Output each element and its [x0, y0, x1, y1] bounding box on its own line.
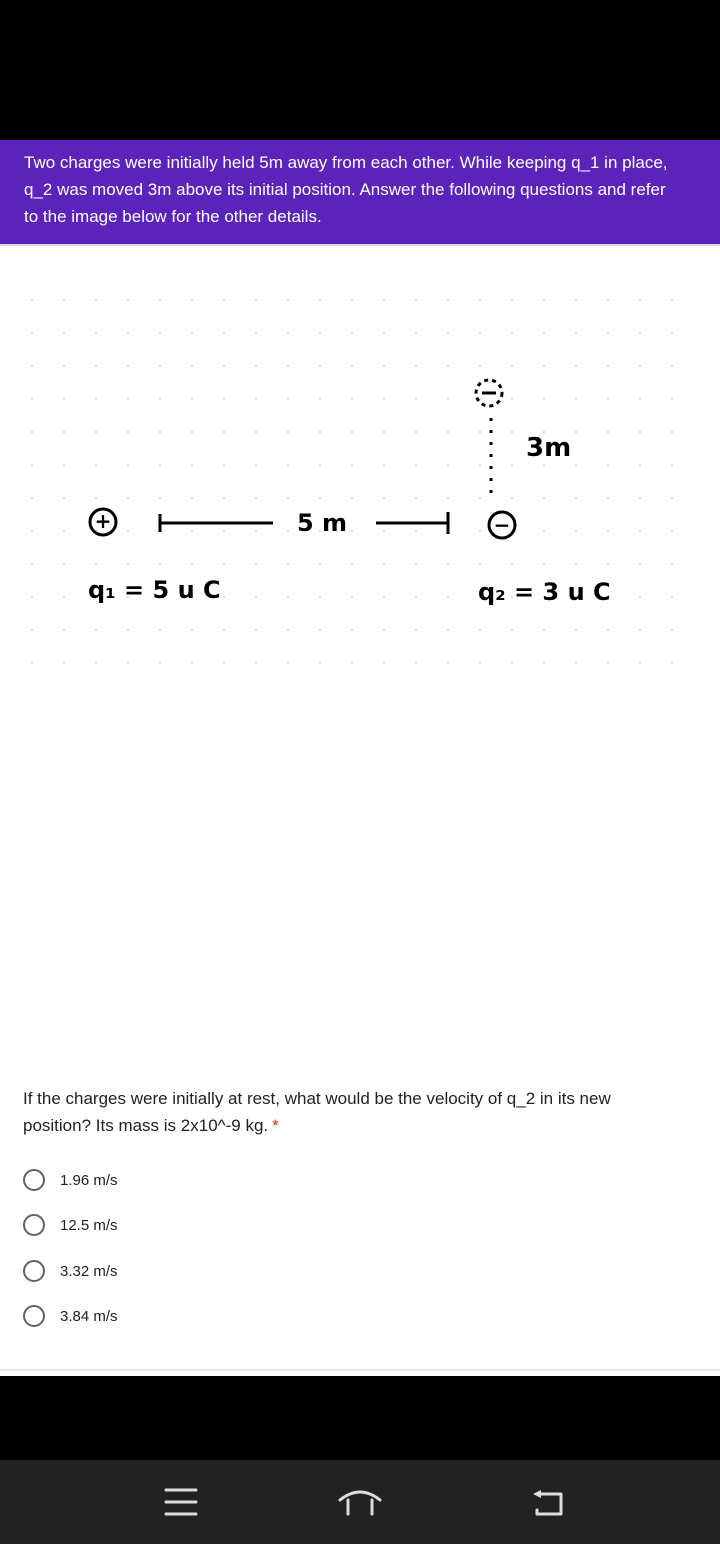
negative-sign: − [493, 513, 511, 537]
negative-charge-q2-moved [476, 380, 502, 406]
black-spacer [0, 1376, 720, 1460]
bottom-divider [0, 1369, 720, 1371]
charges-figure [0, 290, 720, 700]
question-label: If the charges were initially at rest, what would be the velocity of q_2 in its new position? Its mass is 2x10^-9 kg. [23, 1089, 611, 1135]
q2-label: q₂ = 3 u C [478, 578, 611, 606]
section-header [0, 140, 720, 244]
option-1-96[interactable] [23, 1166, 323, 1194]
status-bar [0, 0, 720, 140]
question-text [23, 1085, 643, 1139]
system-nav-bar [0, 1460, 720, 1544]
section-description: Two charges were initially held 5m away from each other. While keeping q_1 in place, q_2 was moved 3m above its initial position. Answer the following questions and refer to the image below for the other details. [24, 153, 668, 226]
q1-label: q₁ = 5 u C [88, 576, 221, 604]
option-label: 3.32 m/s [60, 1262, 118, 1280]
positive-charge-q1 [90, 509, 116, 535]
radio-button[interactable] [23, 1214, 45, 1236]
option-12-5[interactable] [23, 1211, 323, 1239]
negative-charge-q2 [489, 512, 515, 538]
positive-sign: + [94, 509, 112, 533]
back-icon[interactable] [519, 1482, 579, 1522]
header-divider [0, 244, 720, 246]
recent-apps-icon[interactable] [151, 1482, 211, 1522]
option-3-32[interactable] [23, 1257, 323, 1285]
home-icon[interactable] [330, 1482, 390, 1522]
required-mark: * [272, 1116, 279, 1135]
option-3-84[interactable] [23, 1302, 323, 1330]
radio-button[interactable] [23, 1305, 45, 1327]
radio-button[interactable] [23, 1260, 45, 1282]
radio-button[interactable] [23, 1169, 45, 1191]
option-label: 1.96 m/s [60, 1171, 118, 1189]
distance-label: 5 m [296, 509, 348, 537]
dot-grid [31, 299, 673, 664]
height-label: 3m [526, 433, 572, 463]
form-content [0, 140, 720, 1376]
option-label: 3.84 m/s [60, 1307, 118, 1325]
option-label: 12.5 m/s [60, 1216, 118, 1234]
